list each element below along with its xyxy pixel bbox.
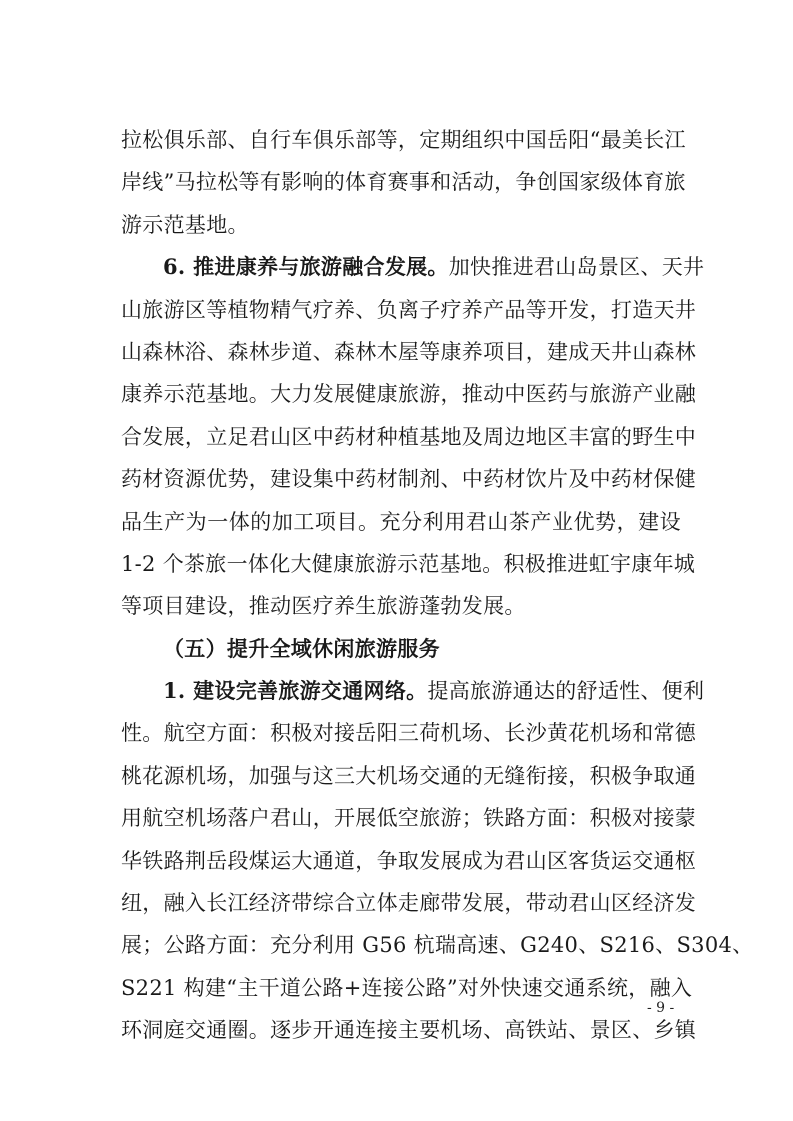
text-line: 山旅游区等植物精气疗养、负离子疗养产品等开发，打造天井	[121, 297, 697, 322]
item-1-first-line	[121, 670, 705, 712]
text-line: 用航空机场落户君山，开展低空旅游；铁路方面：积极对接蒙	[121, 806, 697, 831]
text-line: 康养示范基地。大力发展健康旅游，推动中医药与旅游产业融	[121, 382, 697, 407]
text-line: 山森林浴、森林步道、森林木屋等康养项目，建成天井山森林	[121, 339, 697, 364]
text-line: 1-2 个茶旅一体化大健康旅游示范基地。积极推进虹宇康年城	[121, 551, 696, 576]
text-line: 桃花源机场，加强与这三大机场交通的无缝衔接，积极争取通	[121, 763, 697, 788]
text-line: 华铁路荆岳段煤运大通道，争取发展成为君山区客货运交通枢	[121, 848, 697, 873]
item-1-heading: 1. 建设完善旅游交通网络。	[163, 678, 428, 704]
text-line: 岸线”马拉松等有影响的体育赛事和活动，争创国家级体育旅	[121, 170, 686, 195]
text-line: 纽，融入长江经济带综合立体走廊带发展，带动君山区经济发	[121, 891, 697, 916]
text-line: 合发展，立足君山区中药材种植基地及周边地区丰富的野生中	[121, 424, 697, 449]
text-line: 环洞庭交通圈。逐步开通连接主要机场、高铁站、景区、乡镇	[121, 1018, 697, 1043]
page-number: - 9 -	[647, 1000, 675, 1016]
text-line: 品生产为一体的加工项目。充分利用君山茶产业优势，建设	[121, 509, 681, 534]
item-6-first-line-text: 加快推进君山岛景区、天井	[448, 255, 705, 280]
text-line: 游示范基地。	[121, 212, 249, 237]
text-line: S221 构建“主干道公路+连接公路”对外快速交通系统，融入	[121, 975, 693, 1000]
text-line: 拉松俱乐部、自行车俱乐部等，定期组织中国岳阳“最美长江	[121, 128, 686, 152]
item-1-first-line-text: 提高旅游通达的舒适性、便利	[427, 679, 705, 704]
body-text	[121, 119, 754, 1052]
item-6-first-line	[121, 246, 705, 288]
text-line: 等项目建设，推动医疗养生旅游蓬勃发展。	[121, 594, 526, 619]
text-line: 展；公路方面：充分利用 G56 杭瑞高速、G240、S216、S304、	[121, 933, 754, 958]
text-line: 性。航空方面：积极对接岳阳三荷机场、长沙黄花机场和常德	[121, 721, 697, 746]
section-heading: （五）提升全域休闲旅游服务	[163, 635, 440, 661]
item-6-heading: 6. 推进康养与旅游融合发展。	[163, 254, 449, 280]
text-line: 药材资源优势，建设集中药材制剂、中药材饮片及中药材保健	[121, 467, 697, 492]
